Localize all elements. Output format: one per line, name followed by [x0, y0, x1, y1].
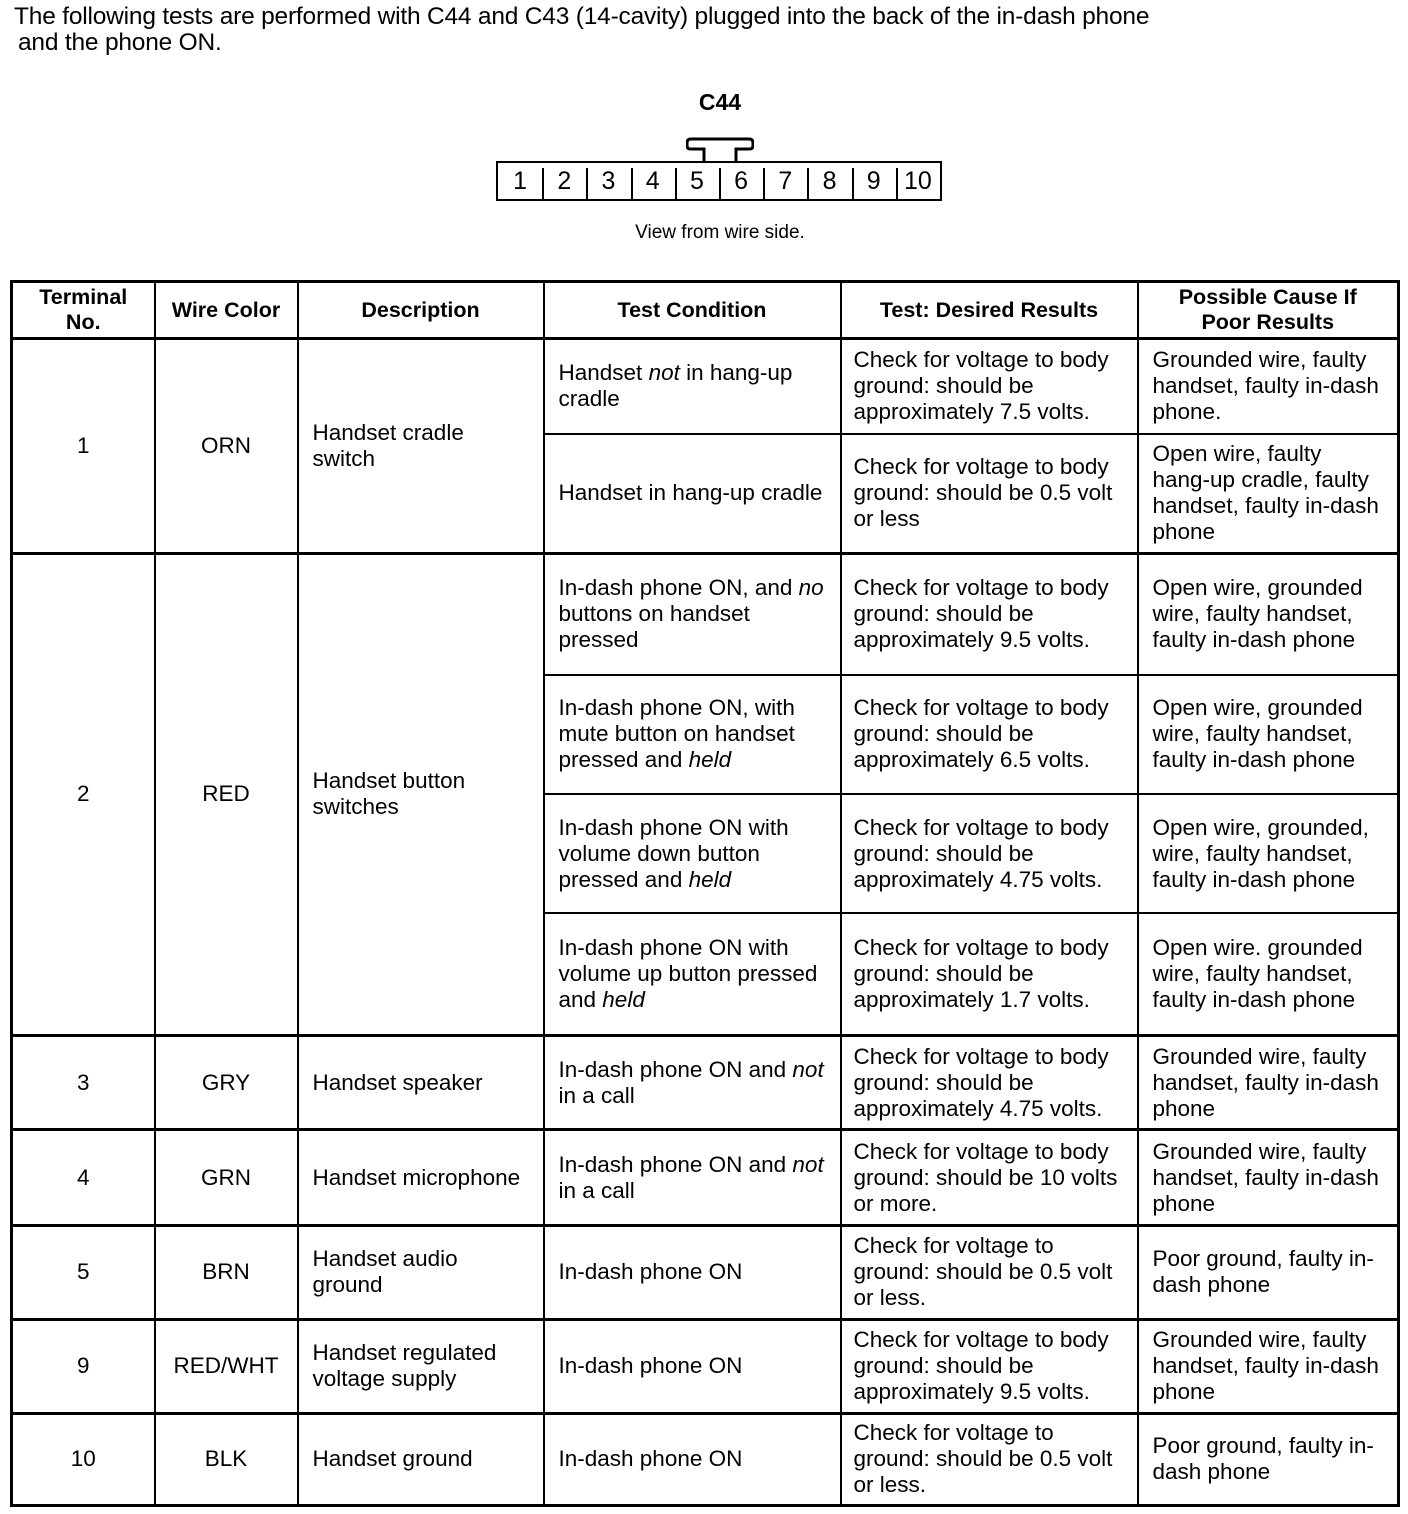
condition-text: in hang-up cradle — [558, 360, 793, 412]
condition-emphasis: held — [602, 987, 645, 1013]
header-wire-color: Wire Color — [155, 282, 298, 339]
desired-result-cell: Check for voltage to body ground: should be approximately 1.7 volts. — [841, 913, 1138, 1035]
connector-pin: 4 — [631, 163, 675, 199]
possible-cause-cell: Poor ground, faulty in-dash phone — [1138, 1225, 1399, 1319]
possible-cause-cell: Poor ground, faulty in-dash phone — [1138, 1413, 1399, 1505]
condition-emphasis: not — [792, 1151, 824, 1177]
description-cell: Handset cradle switch — [298, 339, 544, 554]
condition-text: In-dash phone ON, and — [558, 575, 799, 601]
terminal-cell: 5 — [12, 1225, 155, 1319]
table-row — [12, 553, 1399, 674]
header-test-condition: Test Condition — [544, 282, 841, 339]
test-condition-cell — [544, 1036, 841, 1130]
intro-line-2: and the phone ON. — [18, 29, 222, 56]
desired-result-cell: Check for voltage to body ground: should be approximately 4.75 volts. — [841, 794, 1138, 913]
connector-pin: 10 — [896, 163, 940, 199]
table-row — [12, 1413, 1399, 1505]
terminal-cell: 9 — [12, 1319, 155, 1413]
desired-result-cell: Check for voltage to body ground: should be approximately 6.5 volts. — [841, 675, 1138, 794]
condition-text: In-dash phone ON with volume up button pressed and — [558, 935, 818, 1013]
terminal-cell: 1 — [12, 339, 155, 554]
connector-pin: 3 — [586, 163, 630, 199]
test-condition-cell — [544, 339, 841, 434]
connector-latch-icon — [686, 137, 754, 161]
wire-color-cell: RED — [155, 553, 298, 1036]
test-condition-cell — [544, 794, 841, 913]
test-condition-cell — [544, 1413, 841, 1505]
connector-pin: 1 — [513, 166, 528, 195]
condition-text: In-dash phone ON — [558, 1353, 743, 1379]
wire-color-cell: BRN — [155, 1225, 298, 1319]
intro-text — [14, 4, 1384, 56]
possible-cause-cell: Open wire, grounded wire, faulty handset, faulty in-dash phone — [1138, 553, 1399, 674]
condition-text: in a call — [558, 1082, 635, 1108]
test-condition-cell — [544, 434, 841, 553]
connector-view-note: View from wire side. — [635, 222, 805, 243]
desired-result-cell: Check for voltage to body ground: should be approximately 4.75 volts. — [841, 1036, 1138, 1130]
table-row — [12, 339, 1399, 434]
description-cell: Handset button switches — [298, 553, 544, 1036]
desired-result-cell: Check for voltage to body ground: should be approximately 9.5 volts. — [841, 553, 1138, 674]
terminal-cell: 4 — [12, 1130, 155, 1225]
condition-text: In-dash phone ON and — [558, 1056, 793, 1082]
test-condition-cell — [544, 553, 841, 674]
test-condition-cell — [544, 1319, 841, 1413]
condition-text: In-dash phone ON — [558, 1446, 743, 1472]
test-condition-cell — [544, 675, 841, 794]
test-condition-cell — [544, 1225, 841, 1319]
header-possible-cause: Possible Cause If Poor Results — [1138, 282, 1399, 339]
terminal-cell: 2 — [12, 553, 155, 1036]
description-cell: Handset microphone — [298, 1130, 544, 1225]
condition-text: buttons on handset pressed — [558, 601, 750, 653]
possible-cause-cell: Grounded wire, faulty handset, faulty in-dash phone — [1138, 1319, 1399, 1413]
possible-cause-cell: Open wire, grounded, wire, faulty handset, faulty in-dash phone — [1138, 794, 1399, 913]
description-cell: Handset ground — [298, 1413, 544, 1505]
wire-color-cell: ORN — [155, 339, 298, 554]
desired-result-cell: Check for voltage to body ground: should be 10 volts or more. — [841, 1130, 1138, 1225]
condition-text: Handset — [558, 360, 649, 386]
condition-emphasis: held — [688, 866, 732, 892]
connector-pin: 9 — [852, 163, 896, 199]
condition-text: in a call — [558, 1177, 635, 1203]
table-row — [12, 1225, 1399, 1319]
possible-cause-cell: Grounded wire, faulty handset, faulty in-dash phone — [1138, 1130, 1399, 1225]
condition-emphasis: not — [648, 360, 680, 386]
description-cell: Handset audio ground — [298, 1225, 544, 1319]
intro-line-1: The following tests are performed with C44 and C43 (14-cavity) plugged into the back of the in-dash phone — [14, 3, 1150, 30]
connector-pin: 6 — [719, 163, 763, 199]
connector-pin: 5 — [675, 163, 719, 199]
desired-result-cell: Check for voltage to body ground: should be 0.5 volt or less — [841, 434, 1138, 553]
test-condition-cell — [544, 1130, 841, 1225]
condition-text: In-dash phone ON, with mute button on handset pressed and — [558, 695, 795, 773]
test-table — [10, 280, 1400, 1507]
connector-pin: 8 — [807, 163, 851, 199]
connector-pin: 7 — [763, 163, 807, 199]
connector-pin-row — [496, 161, 942, 201]
condition-emphasis: no — [798, 575, 824, 601]
wire-color-cell: GRY — [155, 1036, 298, 1130]
table-header-row — [12, 282, 1399, 339]
connector-title: C44 — [698, 89, 742, 115]
condition-text: Handset in hang-up cradle — [558, 480, 823, 506]
condition-text: In-dash phone ON with volume down button pressed and — [558, 814, 789, 892]
condition-emphasis: not — [792, 1056, 824, 1082]
header-description: Description — [298, 282, 544, 339]
desired-result-cell: Check for voltage to ground: should be 0.5 volt or less. — [841, 1413, 1138, 1505]
connector-pin: 2 — [542, 163, 586, 199]
table-row — [12, 1319, 1399, 1413]
possible-cause-cell: Open wire, grounded wire, faulty handset, faulty in-dash phone — [1138, 675, 1399, 794]
wire-color-cell: RED/WHT — [155, 1319, 298, 1413]
table-row — [12, 1036, 1399, 1130]
desired-result-cell: Check for voltage to ground: should be 0.5 volt or less. — [841, 1225, 1138, 1319]
terminal-cell: 10 — [12, 1413, 155, 1505]
condition-emphasis: held — [688, 747, 732, 773]
desired-result-cell: Check for voltage to body ground: should be approximately 9.5 volts. — [841, 1319, 1138, 1413]
possible-cause-cell: Open wire. grounded wire, faulty handset, faulty in-dash phone — [1138, 913, 1399, 1035]
header-terminal: Terminal No. — [12, 282, 155, 339]
terminal-cell: 3 — [12, 1036, 155, 1130]
condition-text: In-dash phone ON — [558, 1259, 743, 1285]
table-row — [12, 1130, 1399, 1225]
possible-cause-cell: Grounded wire, faulty handset, faulty in-dash phone. — [1138, 339, 1399, 434]
possible-cause-cell: Grounded wire, faulty handset, faulty in-dash phone — [1138, 1036, 1399, 1130]
description-cell: Handset regulated voltage supply — [298, 1319, 544, 1413]
wire-color-cell: GRN — [155, 1130, 298, 1225]
possible-cause-cell: Open wire, faulty hang-up cradle, faulty handset, faulty in-dash phone — [1138, 434, 1399, 553]
condition-text: In-dash phone ON and — [558, 1151, 793, 1177]
desired-result-cell: Check for voltage to body ground: should be approximately 7.5 volts. — [841, 339, 1138, 434]
header-desired-results: Test: Desired Results — [841, 282, 1138, 339]
description-cell: Handset speaker — [298, 1036, 544, 1130]
wire-color-cell: BLK — [155, 1413, 298, 1505]
test-condition-cell — [544, 913, 841, 1035]
